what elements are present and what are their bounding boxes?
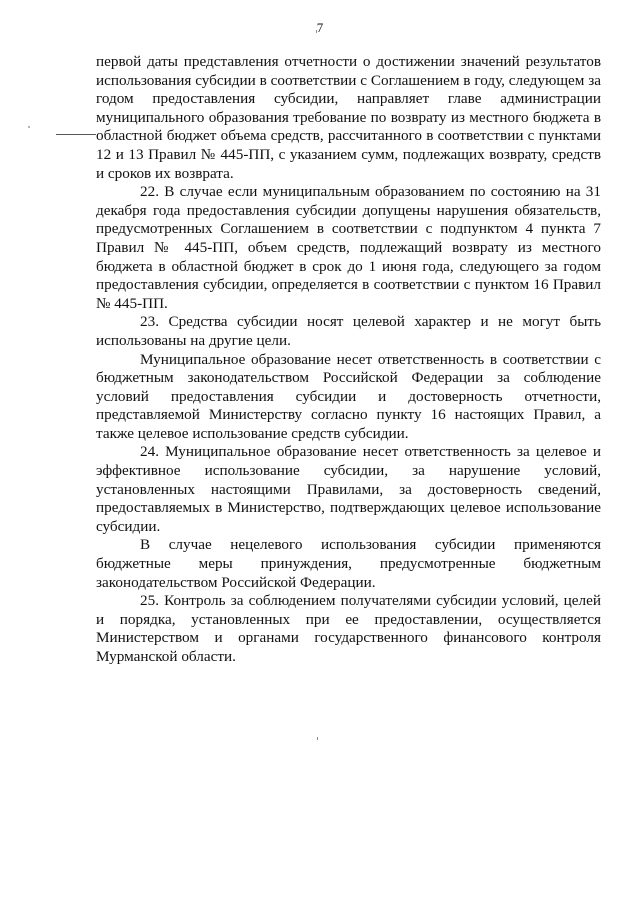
scan-speck <box>28 126 30 128</box>
document-body <box>96 53 601 667</box>
paragraph-item-22: 22. В случае если муниципальным образованием по состоянию на 31 декабря года предоставления субсидии допущены нарушения обязательств, предусмотренных Соглашением в соответствии с подпунктом 4 пункта 7 Правил № 445-ПП, объем средств, подлежащий возврату из местного бюджета в областной бюджет в срок до 1 июня года, следующего за годом предоставления субсидии, определяется в соответствии с пунктом 16 Правил № 445-ПП. <box>96 183 601 312</box>
paragraph-misuse-measures: В случае нецелевого использования субсидии применяются бюджетные меры принуждения, предусмотренные бюджетным законодательством Российской Федерации. <box>96 536 601 591</box>
scan-speck <box>317 737 318 740</box>
paragraph-item-25: 25. Контроль за соблюдением получателями субсидии условий, целей и порядка, установленных при ее предоставлении, осуществляется Министерством и органами государственного финансового контроля Мурманской области. <box>96 592 601 665</box>
page-number: 7 <box>316 20 324 35</box>
paragraph-item-23: 23. Средства субсидии носят целевой характер и не могут быть использованы на другие цели. <box>96 313 601 349</box>
paragraph-item-24: 24. Муниципальное образование несет ответственность за целевое и эффективное использование субсидии, за нарушение условий, установленных настоящими Правилами, за достоверность сведений, предоставляемых в Министерство, подтверждающих целевое использование субсидии. <box>96 443 601 535</box>
scan-speck <box>316 30 317 33</box>
scan-margin-dash <box>56 134 96 135</box>
paragraph-responsibility: Муниципальное образование несет ответственность в соответствии с бюджетным законодательством Российской Федерации за соблюдение условий предоставления субсидии и достоверность отчетности, представляемой Министерству согласно пункту 16 настоящих Правил, а также целевое использование средств субсидии. <box>96 350 601 442</box>
paragraph-continuation: первой даты представления отчетности о достижении значений результатов использования субсидии в соответствии с Соглашением в году, следующем за годом предоставления субсидии, направляет главе администрации муниципального образования требование по возврату из местного бюджета в областной бюджет объема средств, рассчитанного в соответствии с пунктами 12 и 13 Правил № 445-ПП, с указанием сумм, подлежащих возврату, средств и сроков их возврата. <box>96 53 601 182</box>
